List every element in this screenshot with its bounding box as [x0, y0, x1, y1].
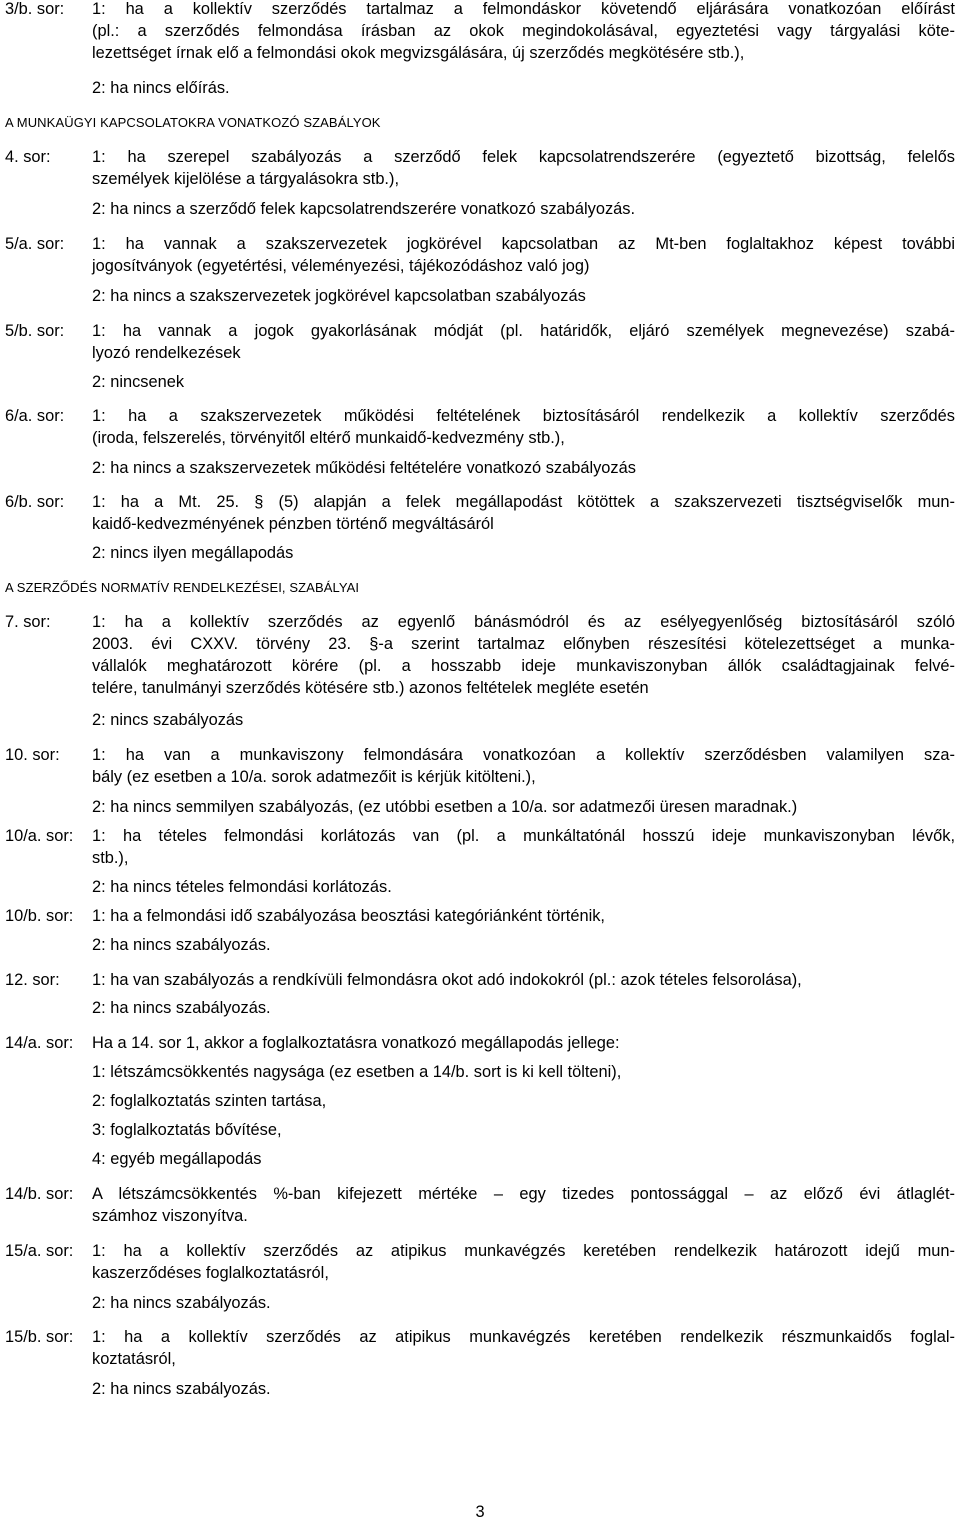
row-3b [5, 0, 955, 64]
row-3b-option-2: 2: ha nincs előírás. [92, 79, 230, 97]
row-text-line: 1: ha a Mt. 25. § (5) alapján a felek megállapodást kötöttek a szakszervezeti tisztségviselők mun- [92, 493, 955, 511]
row-text-line: (pl.: a szerződés felmondása írásban az okok megindokolásával, egyeztetési vagy tárgyalási köte- [92, 22, 955, 40]
row-text-line: 1: ha van a munkaviszony felmondására vonatkozóan a kollektív szerződésben valamilyen sza- [92, 746, 955, 764]
row-text-line: (iroda, felszerelés, törvényitől eltérő munkaidő-kedvezmény stb.), [92, 429, 565, 447]
row-4 [5, 146, 955, 190]
row-text-line: 1: ha van szabályozás a rendkívüli felmondásra okot adó indokokról (pl.: azok tételes felsorolása), [92, 971, 802, 989]
row-label: 7. sor: [5, 613, 51, 631]
row-text-line: kaszerződéses foglalkoztatásról, [92, 1264, 329, 1282]
row-text-line: 1: ha a kollektív szerződés az atipikus munkavégzés keretében rendelkezik határozott idejű mun- [92, 1242, 955, 1260]
row-6a [5, 405, 955, 449]
row-14a-option-3: 3: foglalkoztatás bővítése, [92, 1121, 282, 1139]
row-label: 10. sor: [5, 746, 60, 764]
row-label: 6/b. sor: [5, 493, 65, 511]
row-text-line: lyozó rendelkezések [92, 344, 241, 362]
row-10a-option-2: 2: ha nincs tételes felmondási korlátozás. [92, 878, 392, 896]
row-text-line: 1: ha a kollektív szerződés az egyenlő bánásmódról és az esélyegyenlőség biztosításáról szóló [92, 613, 955, 631]
row-text-line: A létszámcsökkentés %-ban kifejezett mértéke – egy tizedes pontossággal – az előző évi átlaglét- [92, 1185, 955, 1203]
row-12-option-2: 2: ha nincs szabályozás. [92, 999, 271, 1017]
row-text-line: vállalók meghatározott körére (pl. a hosszabb ideje munkaviszonyban állók családtagjainak felvé- [92, 657, 955, 675]
row-text-line: 1: ha a kollektív szerződés tartalmaz a felmondáskor követendő eljárására vonatkozóan előírást [92, 0, 955, 18]
row-text-line: 1: ha a kollektív szerződés az atipikus munkavégzés keretében rendelkezik részmunkaidős foglal- [92, 1328, 955, 1346]
row-text-line: 1: ha tételes felmondási korlátozás van (pl. a munkáltatónál hosszú ideje munkaviszonyban lévők, [92, 827, 955, 845]
row-10b-option-2: 2: ha nincs szabályozás. [92, 936, 271, 954]
row-text-line: számhoz viszonyítva. [92, 1207, 248, 1225]
row-10a [5, 825, 955, 869]
section-heading-normative-provisions: A SZERZŐDÉS NORMATÍV RENDELKEZÉSEI, SZABÁLYAI [5, 580, 360, 595]
row-15b-option-2: 2: ha nincs szabályozás. [92, 1380, 271, 1398]
row-14a-option-2: 2: foglalkoztatás szinten tartása, [92, 1092, 327, 1110]
row-text-line: stb.), [92, 849, 129, 867]
row-4-option-2: 2: ha nincs a szerződő felek kapcsolatrendszerére vonatkozó szabályozás. [92, 200, 636, 218]
row-label: 3/b. sor: [5, 0, 65, 18]
row-6a-option-2: 2: ha nincs a szakszervezetek működési feltételére vonatkozó szabályozás [92, 459, 636, 477]
row-5a [5, 233, 955, 277]
row-text-line: Ha a 14. sor 1, akkor a foglalkoztatásra vonatkozó megállapodás jellege: [92, 1034, 620, 1052]
row-14a-option-1: 1: létszámcsökkentés nagysága (ez esetben a 14/b. sort is ki kell tölteni), [92, 1063, 622, 1081]
row-label: 12. sor: [5, 971, 60, 989]
row-label: 15/a. sor: [5, 1242, 74, 1260]
row-text-line: 1: ha a felmondási idő szabályozása beosztási kategóriánként történik, [92, 907, 605, 925]
row-label: 15/b. sor: [5, 1328, 74, 1346]
row-label: 10/a. sor: [5, 827, 74, 845]
row-7 [5, 611, 955, 699]
row-text-line: 1: ha szerepel szabályozás a szerződő felek kapcsolatrendszerére (egyeztető bizottság, felelős [92, 148, 955, 166]
row-15b [5, 1326, 955, 1370]
row-label: 10/b. sor: [5, 907, 74, 925]
row-label: 5/b. sor: [5, 322, 65, 340]
row-label: 14/a. sor: [5, 1034, 74, 1052]
page-number: 3 [475, 1503, 485, 1521]
row-10b [5, 905, 955, 927]
row-6b-option-2: 2: nincs ilyen megállapodás [92, 544, 294, 562]
row-5b-option-2: 2: nincsenek [92, 373, 185, 391]
row-text-line: telére, tanulmányi szerződés kötésére stb.) azonos feltételek megléte esetén [92, 679, 649, 697]
row-label: 14/b. sor: [5, 1185, 74, 1203]
row-7-option-2: 2: nincs szabályozás [92, 711, 244, 729]
row-15a [5, 1240, 955, 1284]
row-10-option-2: 2: ha nincs semmilyen szabályozás, (ez utóbbi esetben a 10/a. sor adatmezői üresen maradnak.) [92, 798, 798, 816]
row-text-line: 1: ha vannak a szakszervezetek jogkörével kapcsolatban az Mt-ben foglaltakhoz képest további [92, 235, 955, 253]
row-14a [5, 1032, 955, 1054]
row-text-line: jogosítványok (egyetértési, véleményezési, tájékozódáshoz való jog) [92, 257, 590, 275]
row-text-line: 1: ha vannak a jogok gyakorlásának módját (pl. határidők, eljáró személyek megnevezése) szabá- [92, 322, 955, 340]
row-15a-option-2: 2: ha nincs szabályozás. [92, 1294, 271, 1312]
row-12 [5, 969, 955, 991]
row-5b [5, 320, 955, 364]
row-text-line: 2003. évi CXXV. törvény 23. §-a szerint tartalmaz előnyben részesítési kötelezettséget a munka- [92, 635, 955, 653]
row-text-line: bály (ez esetben a 10/a. sorok adatmezőit is kérjük kitölteni.), [92, 768, 536, 786]
row-text-line: koztatásról, [92, 1350, 176, 1368]
row-14a-option-4: 4: egyéb megállapodás [92, 1150, 262, 1168]
row-10 [5, 744, 955, 788]
row-label: 4. sor: [5, 148, 51, 166]
section-heading-labor-relations: A MUNKAÜGYI KAPCSOLATOKRA VONATKOZÓ SZABÁLYOK [5, 115, 381, 130]
row-5a-option-2: 2: ha nincs a szakszervezetek jogkörével kapcsolatban szabályozás [92, 287, 586, 305]
row-text-line: kaidő-kedvezményének pénzben történő megváltásáról [92, 515, 494, 533]
row-text-line: 1: ha a szakszervezetek működési feltételének biztosításáról rendelkezik a kollektív szerződés [92, 407, 955, 425]
row-text-line: lezettséget írnak elő a felmondási okok megvizsgálására, új szerződés megkötésére stb.), [92, 44, 745, 62]
row-label: 6/a. sor: [5, 407, 65, 425]
row-14b [5, 1183, 955, 1227]
row-text-line: személyek kijelölése a tárgyalásokra stb.), [92, 170, 399, 188]
row-label: 5/a. sor: [5, 235, 65, 253]
row-6b [5, 491, 955, 535]
